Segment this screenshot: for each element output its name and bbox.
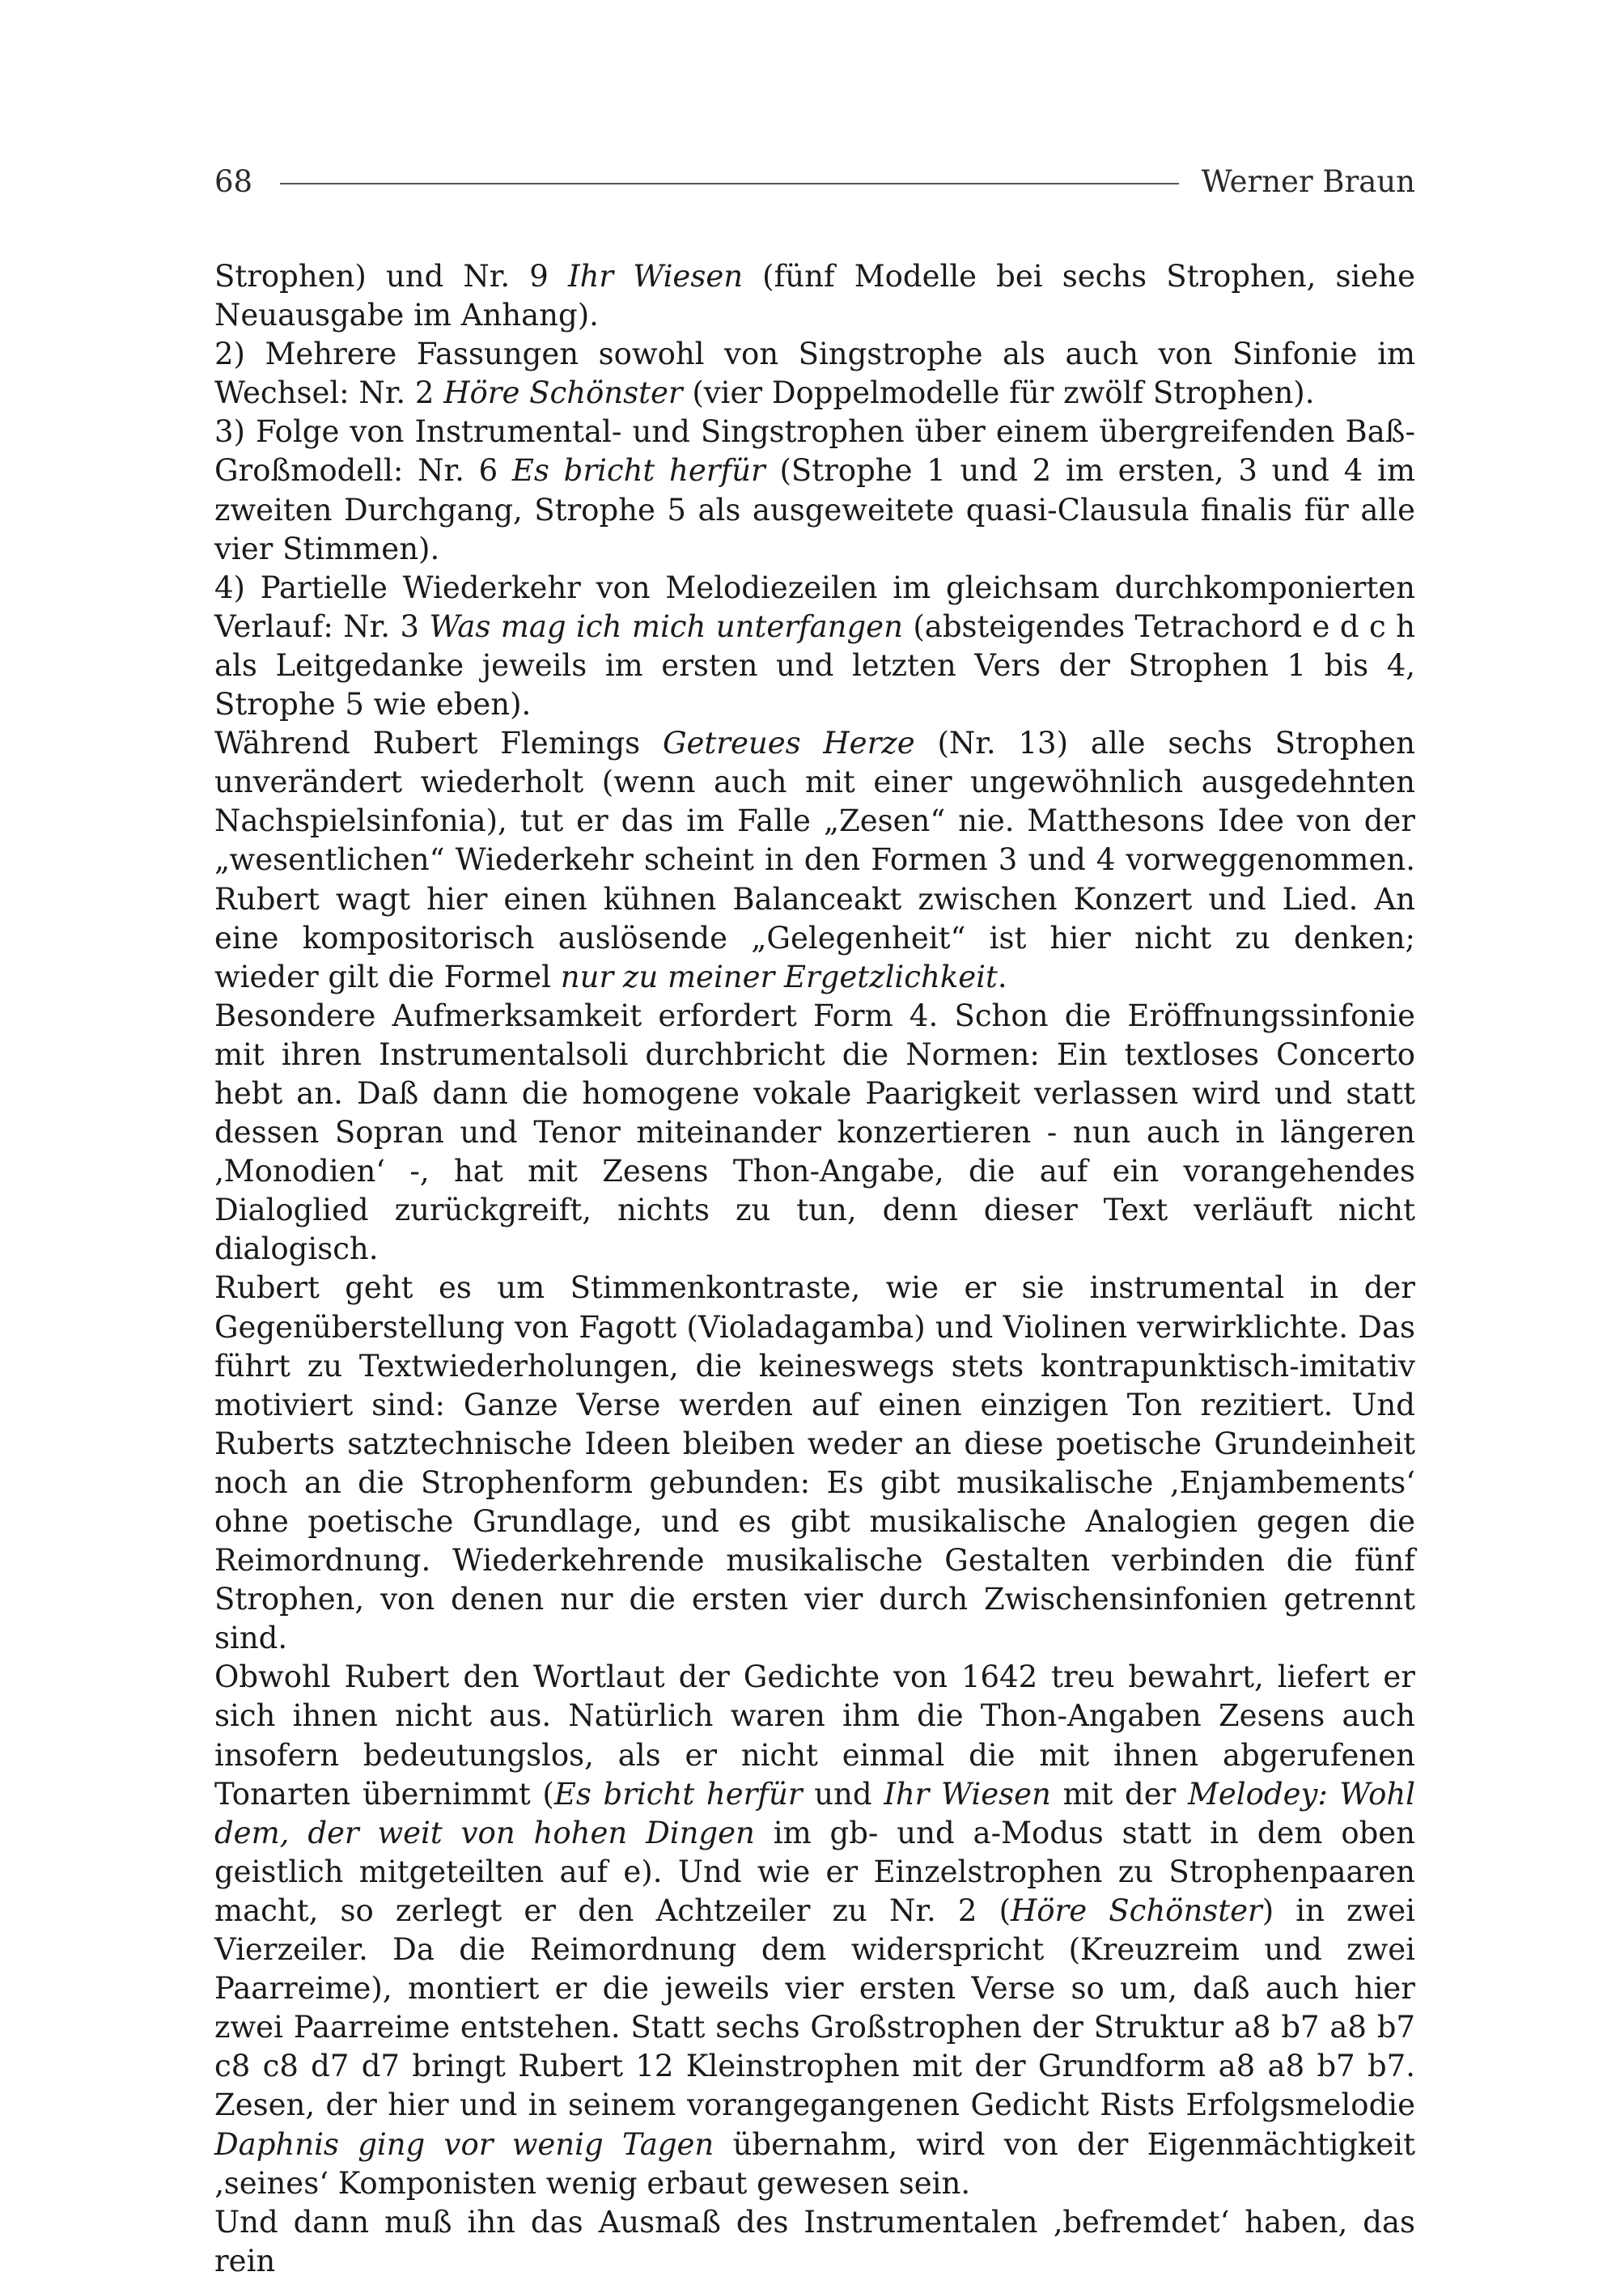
italic-title: Höre Schönster <box>1011 1892 1262 1928</box>
paragraph <box>214 2203 1415 2281</box>
paragraph <box>214 413 1415 568</box>
italic-title: nur zu meiner Ergetzlichkeit <box>560 959 998 994</box>
italic-title: Es bricht herfür <box>553 1776 803 1812</box>
text-run: (vier Doppelmodelle für zwölf Strophen). <box>682 375 1315 411</box>
text-run: . <box>997 959 1007 994</box>
text-run: (Nr. 13) alle sechs Strophen unverändert wiederholt (wenn auch mit einer ungewöhnlich ausgedehnten Nachspielsinfonia), tut er das im Falle „Zesen“ nie. Matthesons Idee von der „wesentlichen“ Wiederkehr scheint in den Formen 3 und 4 vorweggenommen. Rubert wagt hier einen kühnen Balanceakt zwischen Konzert und Lied. An eine kompositorisch auslösende „Gelegenheit“ ist hier nicht zu denken; wieder gilt die Formel <box>214 726 1416 994</box>
text-run: (absteigendes Tetrachord e d c h als Leitgedanke jeweils im ersten und letzten Vers der Strophen 1 bis 4, Strophe 5 wie eben). <box>214 608 1416 723</box>
text-run: Und dann muß ihn das Ausmaß des Instrumentalen ‚befremdet‘ haben, das rein <box>214 2204 1415 2278</box>
paragraph <box>214 335 1415 413</box>
text-run: mit der <box>1050 1776 1189 1812</box>
paragraph <box>214 1658 1415 2202</box>
body-text <box>214 257 1415 2281</box>
paragraph <box>214 997 1415 1269</box>
text-run: und <box>802 1776 884 1812</box>
paragraph <box>214 569 1415 724</box>
italic-title: Getreues Herze <box>662 726 915 761</box>
running-header <box>214 164 1415 200</box>
running-head-author: Werner Braun <box>1201 164 1415 199</box>
italic-title: Ihr Wiesen <box>567 259 744 294</box>
text-run: 4) Partielle Wiederkehr von Melodiezeilen im gleichsam durchkomponierten Verlauf: Nr. 3 <box>214 570 1415 644</box>
text-run: im gb- und a-Modus statt in dem oben geistlich mitgeteilten auf e). Und wie er Einzelstrophen zu Strophenpaaren macht, so zerlegt er den Achtzeiler zu Nr. 2 ( <box>214 1815 1416 1928</box>
paragraph <box>214 1269 1415 1658</box>
italic-title: Ihr Wiesen <box>884 1776 1051 1812</box>
text-run: übernahm, wird von der Eigenmächtigkeit ‚seines‘ Komponisten wenig erbaut gewesen sein. <box>214 2126 1415 2201</box>
text-run: Rubert geht es um Stimmenkontraste, wie er sie instrumental in der Gegenüberstellung von Fagott (Violadagamba) und Violinen verwirklichte. Das führt zu Textwiederholungen, die keineswegs stets kontrapunktisch-imitativ motiviert sind: Ganze Verse werden auf einen einzigen Ton rezitiert. Und Ruberts satztechnische Ideen bleiben weder an diese poetische Grundeinheit noch an die Strophenform gebunden: Es gibt musikalische ‚Enjambements‘ ohne poetische Grundlage, und es gibt musikalische Analogien gegen die Reimordnung. Wiederkehrende musikalische Gestalten verbinden die fünf Strophen, von denen nur die ersten vier durch Zwischensinfonien getrennt sind. <box>214 1270 1415 1656</box>
text-run: 2) Mehrere Fassungen sowohl von Singstrophe als auch von Sinfonie im Wechsel: Nr. 2 <box>214 337 1415 411</box>
header-rule <box>280 183 1179 184</box>
page-number: 68 <box>214 164 253 199</box>
italic-title: Daphnis ging vor wenig Tagen <box>214 2126 714 2162</box>
text-run: Obwohl Rubert den Wortlaut der Gedichte von 1642 treu bewahrt, liefert er sich ihnen nicht aus. Natürlich waren ihm die Thon-Angaben Zesens auch insofern bedeutungslos, als er nicht einmal die mit ihnen abgerufenen Tonarten übernimmt ( <box>214 1659 1415 1812</box>
text-run: (fünf Modelle bei sechs Strophen, siehe Neuausgabe im Anhang). <box>214 259 1415 333</box>
paragraph <box>214 257 1415 335</box>
italic-title: Was mag ich mich unterfangen <box>429 608 903 644</box>
text-run: Während Rubert Flemings <box>214 726 663 761</box>
paragraph <box>214 724 1415 997</box>
text-run: Besondere Aufmerksamkeit erfordert Form 4. Schon die Eröffnungssinfonie mit ihren Instrumentalsoli durchbricht die Normen: Ein textloses Concerto hebt an. Daß dann die homogene vokale Paarigkeit verlassen wird und statt dessen Sopran und Tenor miteinander konzertieren - nun auch in längeren ‚Monodien‘ -, hat mit Zesens Thon-Angabe, die auf ein vorangehendes Dialoglied zurückgreift, nichts zu tun, denn dieser Text verläuft nicht dialogisch. <box>214 998 1415 1267</box>
text-run: (Strophe 1 und 2 im ersten, 3 und 4 im zweiten Durchgang, Strophe 5 als ausgeweitete quasi-Clausula finalis für alle vier Stimmen). <box>214 453 1415 566</box>
text-run: ) in zwei Vierzeiler. Da die Reimordnung dem widerspricht (Kreuzreim und zwei Paarreime), montiert er die jeweils vier ersten Verse so um, daß auch hier zwei Paarreime entstehen. Statt sechs Großstrophen der Struktur a8 b7 a8 b7 c8 c8 d7 d7 bringt Rubert 12 Kleinstrophen mit der Grundform a8 a8 b7 b7. Zesen, der hier und in seinem vorangegangenen Gedicht Rists Erfolgsmelodie <box>214 1892 1415 2123</box>
text-run: 3) Folge von Instrumental- und Singstrophen über einem übergreifenden Baß-Großmodell: Nr. 6 <box>214 414 1415 489</box>
italic-title: Es bricht herfür <box>511 453 765 489</box>
text-run: Strophen) und Nr. 9 <box>214 259 568 294</box>
italic-title: Höre Schönster <box>443 375 683 411</box>
italic-title: Melodey: Wohl dem, der weit von hohen Dingen <box>214 1776 1416 1850</box>
